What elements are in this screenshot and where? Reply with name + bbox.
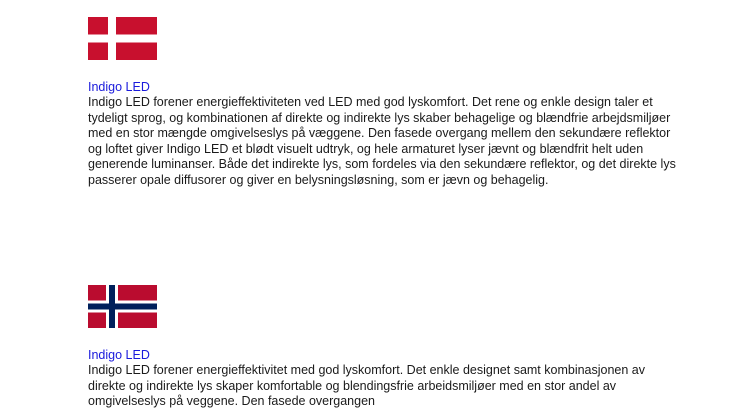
denmark-flag-icon — [88, 17, 157, 60]
product-description: Indigo LED forener energieffektiviteten ved LED med god lyskomfort. Det rene og enkle design taler et tydeligt sprog, og kombinationen af direkte og indirekte lys skaber behagelige og blændfrie arbejdsmiljøer med en stor mængde omgivelseslys på væggene. Den fasede overgang mellem den sekundære reflektor og loftet giver Indigo LED et blødt visuelt udtryk, og hele armaturet lyser jævnt og blændfrit helt uden generende luminanser. Både det indirekte lys, som fordeles via den sekundære reflektor, og det direkte lys passerer opale diffusorer og giver en belysningsløsning, som er jævn og behagelig. — [88, 95, 676, 187]
product-entry-danish — [88, 17, 678, 188]
product-title-link[interactable]: Indigo LED — [88, 348, 150, 362]
product-title-link[interactable]: Indigo LED — [88, 80, 150, 94]
product-description: Indigo LED forener energieffektivitet med god lyskomfort. Det enkle designet samt kombinasjonen av direkte og indirekte lys skaper komfortable og blendingsfrie arbeidsmiljøer med en stor andel av omgivelseslys på veggene. Den fasede overgangen — [88, 363, 646, 408]
product-entry-norwegian — [88, 285, 678, 410]
norway-flag-icon — [88, 285, 157, 328]
